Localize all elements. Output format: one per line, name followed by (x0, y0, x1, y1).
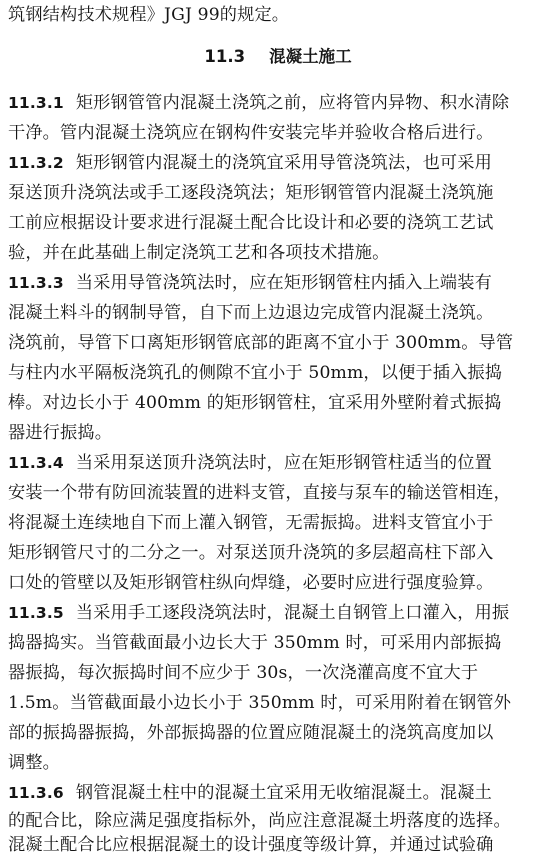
clause-line: 部的振捣器振捣，外部振捣器的位置应随混凝土的浇筑高度加以 (8, 723, 494, 743)
clause-line: 捣器捣实。当管截面最小边长大于 350mm 时，可采用内部振捣 (8, 633, 502, 653)
clause-line: 棒。对边长小于 400mm 的矩形钢管柱，宜采用外壁附着式振捣 (8, 393, 502, 413)
clause-line: 矩形钢管尺寸的二分之一。对泵送顶升浇筑的多层超高柱下部入 (8, 543, 494, 563)
clause-text: 当采用手工逐段浇筑法时，混凝土自钢管上口灌入，用振 (75, 603, 510, 623)
clause-text: 当采用泵送顶升浇筑法时，应在矩形钢管柱适当的位置 (75, 453, 492, 473)
clause-line: 器振捣，每次振捣时间不应少于 30s，一次浇灌高度不宜大于 (8, 663, 479, 683)
clause-line: 调整。 (8, 753, 61, 773)
clause-line: 的配合比，除应满足强度指标外，尚应注意混凝土坍落度的选择。 (8, 811, 511, 831)
section-title: 混凝土施工 (269, 47, 352, 66)
clause-line: 安装一个带有防回流装置的进料支管，直接与泵车的输送管相连， (8, 483, 511, 503)
clause-line: 器进行振捣。 (8, 423, 113, 443)
clause-number: 11.3.6 (8, 784, 64, 802)
clause-line: 混凝土配合比应根据混凝土的设计强度等级计算，并通过试验确 (8, 835, 494, 855)
continued-text-line: 筑钢结构技术规程》JGJ 99的规定。 (8, 5, 290, 25)
clause-text: 矩形钢管内混凝土的浇筑宜采用导管浇筑法，也可采用 (75, 153, 492, 173)
section-heading (0, 41, 556, 73)
clause-line: 混凝土料斗的钢制导管，自下而上边退边完成管内混凝土浇筑。 (8, 303, 494, 323)
clause-line (8, 148, 550, 178)
clause-line (8, 88, 550, 118)
clause-line: 口处的管壁以及矩形钢管柱纵向焊缝，必要时应进行强度验算。 (8, 573, 494, 593)
clause-line (8, 778, 550, 808)
clause-line (8, 448, 550, 478)
clause-text: 钢管混凝土柱中的混凝土宜采用无收缩混凝土。混凝土 (75, 783, 492, 803)
clause-line: 浇筑前，导管下口离矩形钢管底部的距离不宜小于 300mm。导管 (8, 333, 514, 353)
clause-text: 矩形钢管管内混凝土浇筑之前，应将管内异物、积水清除 (75, 93, 510, 113)
clause-line: 干净。管内混凝土浇筑应在钢构件安装完毕并验收合格后进行。 (8, 123, 494, 143)
section-number: 11.3 (204, 47, 246, 66)
clause-line: 将混凝土连续地自下而上灌入钢管，无需振捣。进料支管宜小于 (8, 513, 494, 533)
clause-line: 验，并在此基础上制定浇筑工艺和各项技术措施。 (8, 243, 390, 263)
clause-line (8, 598, 550, 628)
clause-number: 11.3.1 (8, 94, 64, 112)
clause-line: 与柱内水平隔板浇筑孔的侧隙不宜小于 50mm，以便于插入振捣 (8, 363, 503, 383)
clause-line (8, 268, 550, 298)
clause-line: 1.5m。当管截面最小边长小于 350mm 时，可采用附着在钢管外 (8, 693, 512, 713)
clause-number: 11.3.2 (8, 154, 64, 172)
clause-number: 11.3.3 (8, 274, 64, 292)
clause-line: 工前应根据设计要求进行混凝土配合比设计和必要的浇筑工艺试 (8, 213, 494, 233)
clause-line: 泵送顶升浇筑法或手工逐段浇筑法；矩形钢管管内混凝土浇筑施 (8, 183, 494, 203)
clause-text: 当采用导管浇筑法时，应在矩形钢管柱内插入上端装有 (75, 273, 492, 293)
clause-number: 11.3.5 (8, 604, 64, 622)
clause-number: 11.3.4 (8, 454, 64, 472)
